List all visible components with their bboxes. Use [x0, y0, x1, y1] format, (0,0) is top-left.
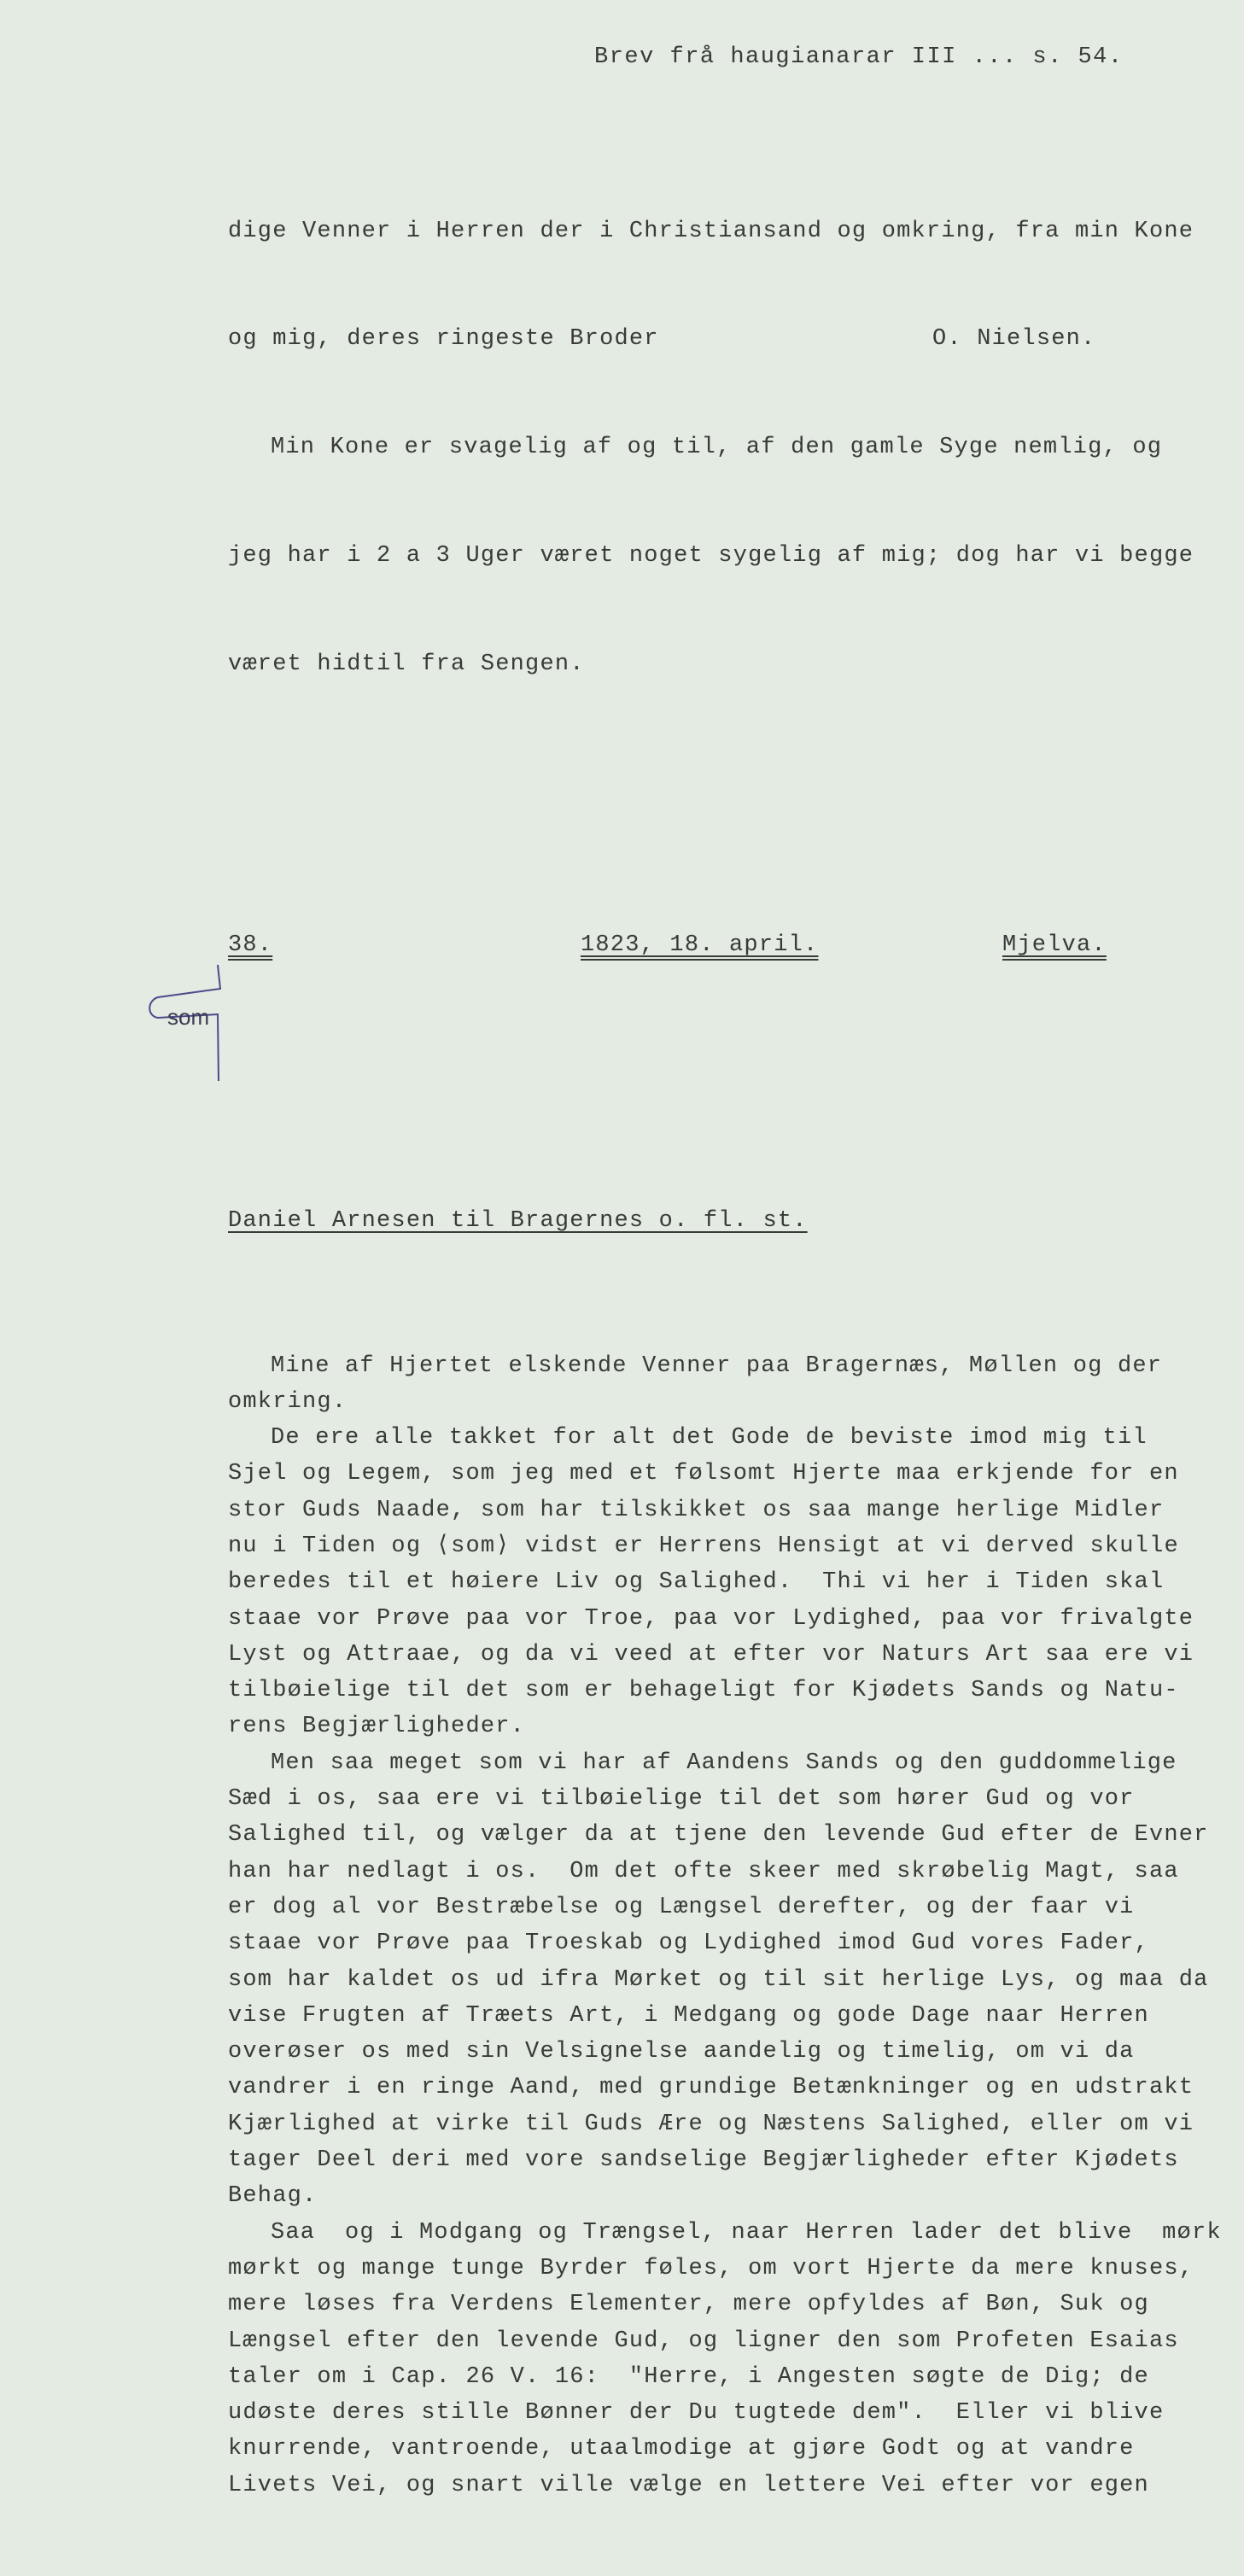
body-line: tager Deel deri med vore sandselige Begjærligheder efter Kjødets [228, 2147, 1179, 2174]
body-line: han har nedlagt i os. Om det ofte skeer med skrøbelig Magt, saa [228, 1858, 1179, 1884]
body-line: staae vor Prøve paa vor Troe, paa vor Lydighed, paa vor frivalgte [228, 1605, 1194, 1632]
letter-recipient-line [228, 1203, 1210, 1239]
body-line: stor Guds Naade, som har tilskikket os saa mange herlige Midler [228, 1497, 1165, 1523]
letter-entry-heading [228, 927, 1210, 963]
closing-text-2: og mig, deres ringeste Broder [228, 326, 659, 353]
body-line: nu i Tiden og ⟨som⟩ vidst er Herrens Hensigt at vi derved skulle [228, 1533, 1179, 1559]
body-line: Livets Vei, og snart ville vælge en lettere Vei efter vor egen [228, 2472, 1149, 2498]
body-line: Længsel efter den levende Gud, og ligner den som Profeten Esaias [228, 2328, 1179, 2354]
body-line: Behag. [228, 2183, 318, 2210]
entry-date: 1823, 18. april. [581, 932, 819, 959]
body-line: tilbøielige til det som er behageligt for Kjødets Sands og Natu- [228, 1678, 1179, 1704]
postscript-line: jeg har i 2 a 3 Uger været noget sygelig af mig; dog har vi begge [228, 543, 1194, 570]
body-line: overøser os med sin Velsignelse aandelig og timelig, om vi da [228, 2039, 1135, 2065]
body-line: mørkt og mange tunge Byrder føles, om vort Hjerte da mere knuses, [228, 2255, 1194, 2281]
body-line: Sjel og Legem, som jeg med et følsomt Hjerte maa erkjende for en [228, 1461, 1179, 1487]
body-line: Mine af Hjertet elskende Venner paa Bragernæs, Møllen og der [271, 1352, 1163, 1379]
entry-place: Mjelva. [1002, 932, 1107, 959]
postscript-line: været hidtil fra Sengen. [228, 651, 585, 678]
letter-body [228, 1348, 1222, 2504]
body-line: udøste deres stille Bønner der Du tugtede dem". Eller vi blive [228, 2400, 1165, 2427]
body-line: Salighed til, og vælger da at tjene den levende Gud efter de Evner [228, 1822, 1209, 1849]
body-line: staae vor Prøve paa Troeskab og Lydighed imod Gud vores Fader, [228, 1931, 1149, 1957]
body-line: vandrer i en ringe Aand, med grundige Betænkninger og en udstrakt [228, 2075, 1194, 2101]
body-line: Lyst og Attraae, og da vi veed at efter vor Naturs Art saa ere vi [228, 1641, 1194, 1668]
body-line: er dog al vor Bestræbelse og Længsel derefter, og der faar vi [228, 1894, 1135, 1920]
body-line: Saa og i Modgang og Trængsel, naar Herren lader det blive mørk [271, 2219, 1222, 2246]
body-line: knurrende, vantroende, utaalmodige at gjøre Godt og at vandre [228, 2436, 1135, 2462]
body-line: rens Begjærligheder. [228, 1714, 526, 1740]
body-line: taler om i Cap. 26 V. 16: "Herre, i Angesten søgte de Dig; de [228, 2363, 1149, 2390]
letter-recipient: Daniel Arnesen til Bragernes o. fl. st. [228, 1208, 808, 1235]
body-line: omkring. [228, 1388, 348, 1415]
body-line: vise Frugten af Træets Art, i Medgang og gode Dage naar Herren [228, 2002, 1149, 2029]
postscript-line: Min Kone er svagelig af og til, af den gamle Syge nemlig, og [271, 435, 1163, 461]
body-line: Kjærlighed at virke til Guds Ære og Næstens Salighed, eller om vi [228, 2111, 1194, 2137]
closing-text-1: dige Venner i Herren der i Christiansand og omkring, fra min Kone [228, 218, 1194, 244]
body-line: Men saa meget som vi har af Aandens Sands og den guddommelige [271, 1749, 1177, 1776]
spacer [228, 791, 1210, 819]
body-line: beredes til et høiere Liv og Salighed. Thi vi her i Tiden skal [228, 1569, 1165, 1596]
document-text [228, 141, 1222, 2576]
body-line: De ere alle takket for alt det Gode de beviste imod mig til [271, 1425, 1148, 1452]
closing-line [228, 213, 1210, 249]
body-line: Sæd i os, saa ere vi tilbøielige til det som hører Gud og vor [228, 1786, 1135, 1813]
entry-number: 38. [228, 932, 273, 959]
spacer [228, 1072, 1210, 1095]
closing-signature-line [228, 321, 1210, 357]
body-line: mere løses fra Verdens Elementer, mere opfyldes af Bøn, Suk og [228, 2292, 1149, 2318]
page-reference: Brev frå haugianarar III ... s. 54. [594, 44, 1124, 70]
signature: O. Nielsen. [932, 326, 1096, 353]
body-line: som har kaldet os ud ifra Mørket og til sit herlige Lys, og maa da [228, 1966, 1209, 1993]
margin-handwritten-note: som [167, 1004, 210, 1030]
